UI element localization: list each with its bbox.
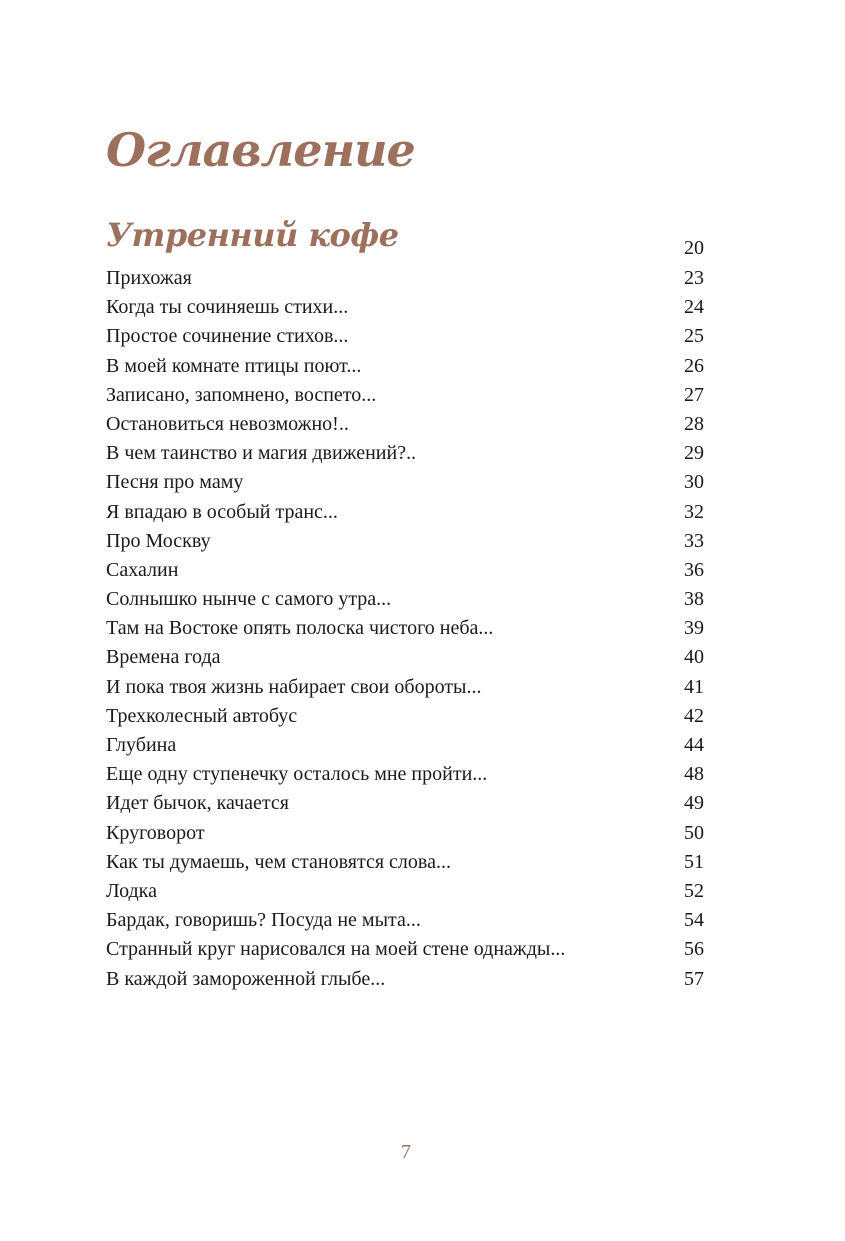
toc-entry-title: Лодка: [106, 879, 157, 902]
toc-entry-title: Еще одну ступенечку осталось мне пройти...: [106, 763, 488, 786]
toc-entry-page: 38: [684, 588, 704, 611]
toc-entry-title: Когда ты сочиняешь стихи...: [106, 296, 349, 319]
toc-entry-page: 40: [684, 646, 704, 669]
toc-entry[interactable]: [106, 410, 704, 439]
toc-entry-title: Бардак, говоришь? Посуда не мыта...: [106, 909, 421, 932]
toc-entry[interactable]: [106, 381, 704, 410]
toc-entry-page: 39: [684, 617, 704, 640]
toc-entry-page: 28: [684, 412, 704, 435]
toc-entry-title: Там на Востоке опять полоска чистого неба...: [106, 617, 494, 640]
toc-entry-page: 57: [684, 967, 704, 990]
toc-entry-page: 23: [684, 267, 704, 289]
toc-entry[interactable]: [106, 702, 704, 731]
toc-entry[interactable]: [106, 293, 704, 322]
toc-entry-title: Я впадаю в особый транс...: [106, 500, 338, 523]
toc-entry[interactable]: [106, 556, 704, 585]
toc-entry[interactable]: [106, 731, 704, 760]
toc-entry-title: И пока твоя жизнь набирает свои обороты...: [106, 675, 482, 698]
toc-entry-page: 54: [684, 909, 704, 932]
toc-entry-title: Времена года: [106, 646, 221, 669]
toc-entry[interactable]: [106, 468, 704, 497]
toc-entry-page: 49: [684, 792, 704, 815]
toc-entry[interactable]: [106, 498, 704, 527]
toc-entry-title: Солнышко нынче с самого утра...: [106, 588, 392, 611]
toc-entry-page: 48: [684, 763, 704, 786]
toc-entry[interactable]: [106, 673, 704, 702]
toc-entry[interactable]: [106, 352, 704, 381]
toc-entry[interactable]: [106, 819, 704, 848]
toc-entry-title: В моей комнате птицы поют...: [106, 354, 362, 377]
toc-entry-page: 50: [684, 821, 704, 844]
toc-entry-title: Глубина: [106, 734, 177, 756]
toc-entry[interactable]: [106, 877, 704, 906]
toc-entry-title: В каждой замороженной глыбе...: [106, 967, 386, 990]
page-number: 7: [401, 1141, 411, 1163]
toc-entry-page: 29: [684, 442, 704, 465]
toc-entry[interactable]: [106, 760, 704, 789]
toc-entry-page: 41: [684, 675, 704, 698]
toc-entry-page: 52: [684, 879, 704, 902]
toc-entry-title: Идет бычок, качается: [106, 792, 289, 815]
toc-entry-page: 27: [684, 383, 704, 406]
toc-list: [106, 264, 704, 994]
toc-entry-page: 33: [684, 529, 704, 552]
toc-entry[interactable]: [106, 585, 704, 614]
toc-entry-page: 30: [684, 471, 704, 494]
toc-entry[interactable]: [106, 322, 704, 351]
toc-entry-title: Записано, запомнено, воспето...: [106, 383, 377, 406]
toc-entry[interactable]: [106, 439, 704, 468]
toc-entry[interactable]: [106, 614, 704, 643]
toc-entry-title: Как ты думаешь, чем становятся слова...: [106, 850, 451, 873]
toc-entry[interactable]: [106, 643, 704, 672]
toc-entry[interactable]: [106, 264, 704, 293]
toc-entry[interactable]: [106, 527, 704, 556]
toc-entry-page: 51: [684, 850, 704, 873]
section-page-number: 20: [684, 237, 704, 259]
toc-entry[interactable]: [106, 935, 704, 964]
toc-entry-title: Про Москву: [106, 529, 211, 552]
toc-entry-title: Песня про маму: [106, 471, 244, 494]
toc-entry-title: Сахалин: [106, 558, 179, 581]
toc-entry-title: Простое сочинение стихов...: [106, 325, 349, 348]
toc-entry-title: Странный круг нарисовался на моей стене однажды...: [106, 938, 566, 961]
toc-entry[interactable]: [106, 789, 704, 818]
toc-entry-page: 32: [684, 500, 704, 523]
toc-entry-page: 42: [684, 704, 704, 727]
toc-entry-page: 36: [684, 558, 704, 581]
toc-entry-page: 44: [684, 734, 704, 756]
page-title: Оглавление: [106, 123, 415, 177]
toc-entry[interactable]: [106, 965, 704, 994]
toc-entry[interactable]: [106, 906, 704, 935]
section-title: Утренний кофе: [106, 216, 399, 254]
toc-entry-page: 25: [684, 325, 704, 348]
toc-entry-page: 26: [684, 354, 704, 377]
toc-entry-page: 24: [684, 296, 704, 319]
toc-entry-title: Круговорот: [106, 821, 205, 844]
toc-entry-page: 56: [684, 938, 704, 961]
toc-entry-title: Прихожая: [106, 267, 192, 289]
toc-entry-title: Остановиться невозможно!..: [106, 412, 349, 435]
toc-entry-title: Трехколесный автобус: [106, 704, 298, 727]
toc-entry-title: В чем таинство и магия движений?..: [106, 442, 417, 465]
toc-entry[interactable]: [106, 848, 704, 877]
